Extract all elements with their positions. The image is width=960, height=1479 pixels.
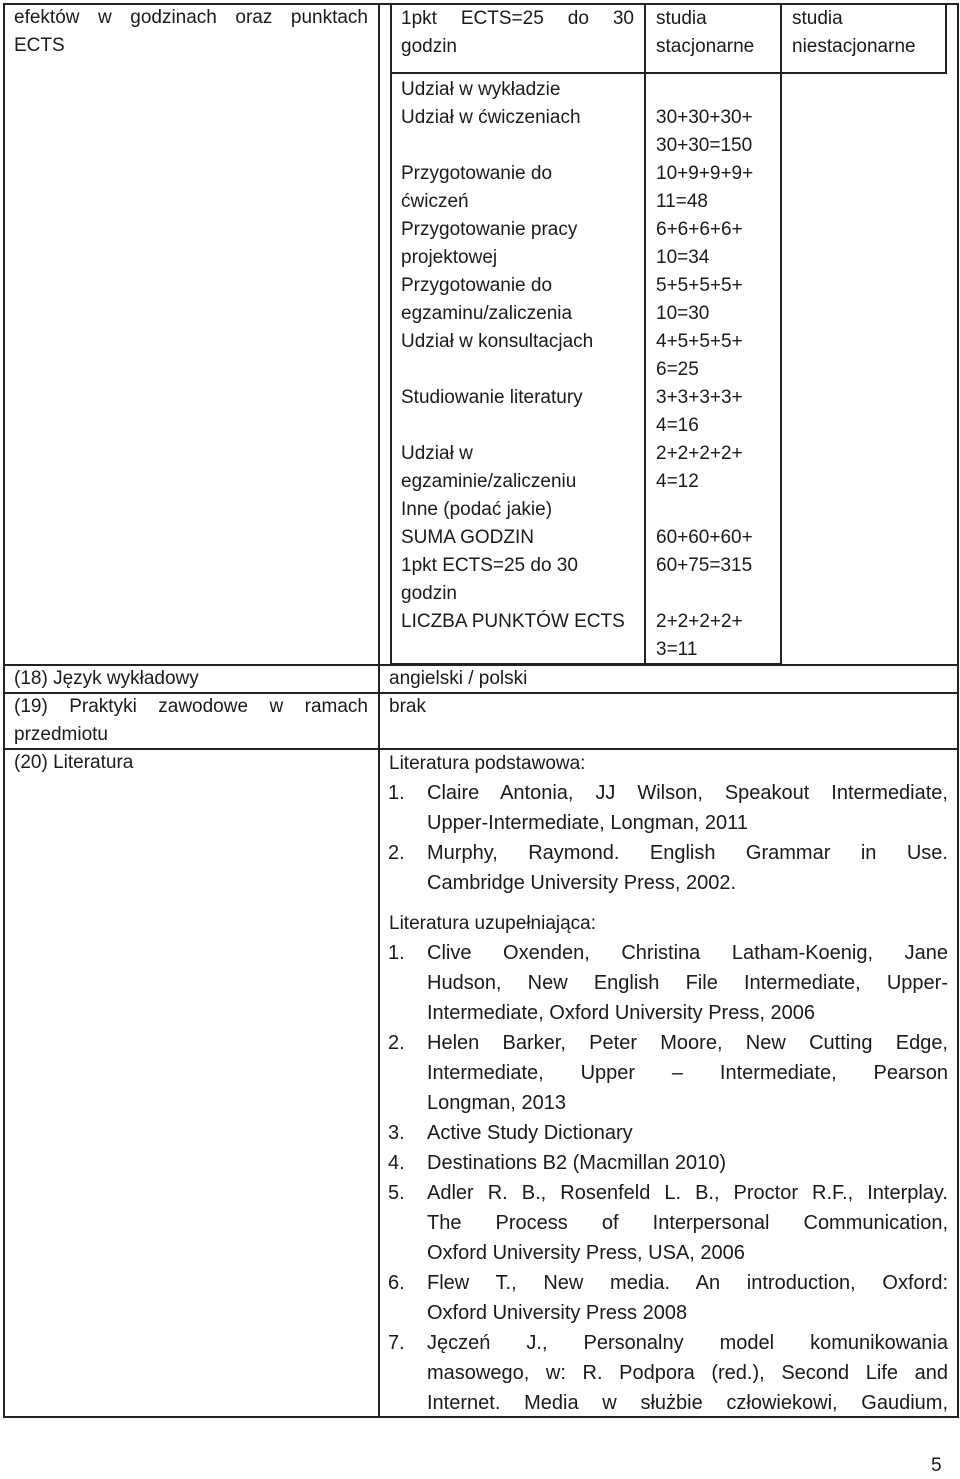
workload-row-label: Udział w konsultacjach <box>401 331 594 352</box>
page-number: 5 <box>931 1455 942 1476</box>
language-value: angielski / polski <box>389 668 528 689</box>
workload-col-divider-2 <box>780 3 782 665</box>
workload-row-value: 4+5+5+5+ 6=25 <box>656 331 743 380</box>
list-item: 7. Jęczeń J., Personalny model komunikowania masowego, w: R. Podpora (red.), Second Life and Internet. Media w służbie człowiekowi, Gaudium, <box>388 1332 948 1414</box>
workload-row-value: 2+2+2+2+ 3=11 <box>656 611 743 660</box>
outer-right-border <box>957 3 959 1418</box>
workload-row-label: Przygotowanie pracy projektowej <box>401 219 578 268</box>
workload-row-label: SUMA GODZIN 1pkt ECTS=25 do 30 godzin <box>401 527 578 604</box>
workload-row-value: 3+3+3+3+ 4=16 <box>656 387 743 436</box>
workload-row-value: 6+6+6+6+ 10=34 <box>656 219 743 268</box>
workload-right-border <box>945 3 947 74</box>
list-item: 2. Murphy, Raymond. English Grammar in Use. Cambridge University Press, 2002. <box>388 842 948 894</box>
row-18-label: (18) Język wykładowy <box>14 668 199 689</box>
workload-row-label: Inne (podać jakie) <box>401 499 553 520</box>
list-item: 4. Destinations B2 (Macmillan 2010) <box>388 1152 727 1174</box>
list-item: 5. Adler R. B., Rosenfeld L. B., Proctor R.F., Interplay. The Process of Interpersonal Communication, Oxford University Press, USA, 2006 <box>388 1182 948 1264</box>
workload-row-label: Udział w wykładzie <box>401 79 561 100</box>
workload-row-value: 30+30+30+ 30+30=150 <box>656 107 753 156</box>
workload-left-border <box>390 3 392 665</box>
list-item: 3. Active Study Dictionary <box>388 1122 633 1144</box>
outer-left-border <box>3 3 5 1418</box>
workload-row-value: 10+9+9+9+ 11=48 <box>656 163 754 212</box>
workload-row-label: LICZBA PUNKTÓW ECTS <box>401 611 625 632</box>
workload-row-value: 5+5+5+5+ 10=30 <box>656 275 743 324</box>
workload-row-value: 2+2+2+2+ 4=12 <box>656 443 743 492</box>
workload-header-col2: studia stacjonarne <box>656 8 755 57</box>
row-19-label: (19) Praktyki zawodowe w ramach przedmiotu <box>14 696 368 745</box>
workload-header-col3: studia niestacjonarne <box>792 8 916 57</box>
basic-literature-heading: Literatura podstawowa: <box>389 753 586 774</box>
column-divider <box>378 3 380 1418</box>
list-item: 1. Claire Antonia, JJ Wilson, Speakout Intermediate, Upper-Intermediate, Longman, 2011 <box>388 782 948 834</box>
list-item: 6. Flew T., New media. An introduction, Oxford: Oxford University Press 2008 <box>388 1272 948 1324</box>
list-item: 1. Clive Oxenden, Christina Latham-Koenig, Jane Hudson, New English File Intermediate, Upper- Intermediate, Oxford University Press, 2006 <box>388 942 948 1024</box>
workload-col-divider-1 <box>644 3 646 665</box>
workload-row-label: Udział w ćwiczeniach <box>401 107 581 128</box>
workload-header-col1: 1pkt ECTS=25 do 30 godzin <box>401 8 634 57</box>
workload-header-bottom <box>390 72 947 74</box>
row-20-label: (20) Literatura <box>14 752 134 773</box>
workload-row-label: Przygotowanie do egzaminu/zaliczenia <box>401 275 573 324</box>
supplementary-literature-heading: Literatura uzupełniająca: <box>389 913 597 934</box>
workload-row-label: Studiowanie literatury <box>401 387 583 408</box>
workload-row-label: Udział w egzaminie/zaliczeniu <box>401 443 577 492</box>
list-item: 2. Helen Barker, Peter Moore, New Cutting Edge, Intermediate, Upper – Intermediate, Pearson Longman, 2013 <box>388 1032 948 1114</box>
workload-row-label: Przygotowanie do ćwiczeń <box>401 163 553 212</box>
workload-row-value: 60+60+60+ 60+75=315 <box>656 527 753 576</box>
ects-row-label: efektów w godzinach oraz punktach ECTS <box>14 7 368 56</box>
internship-value: brak <box>389 696 426 717</box>
